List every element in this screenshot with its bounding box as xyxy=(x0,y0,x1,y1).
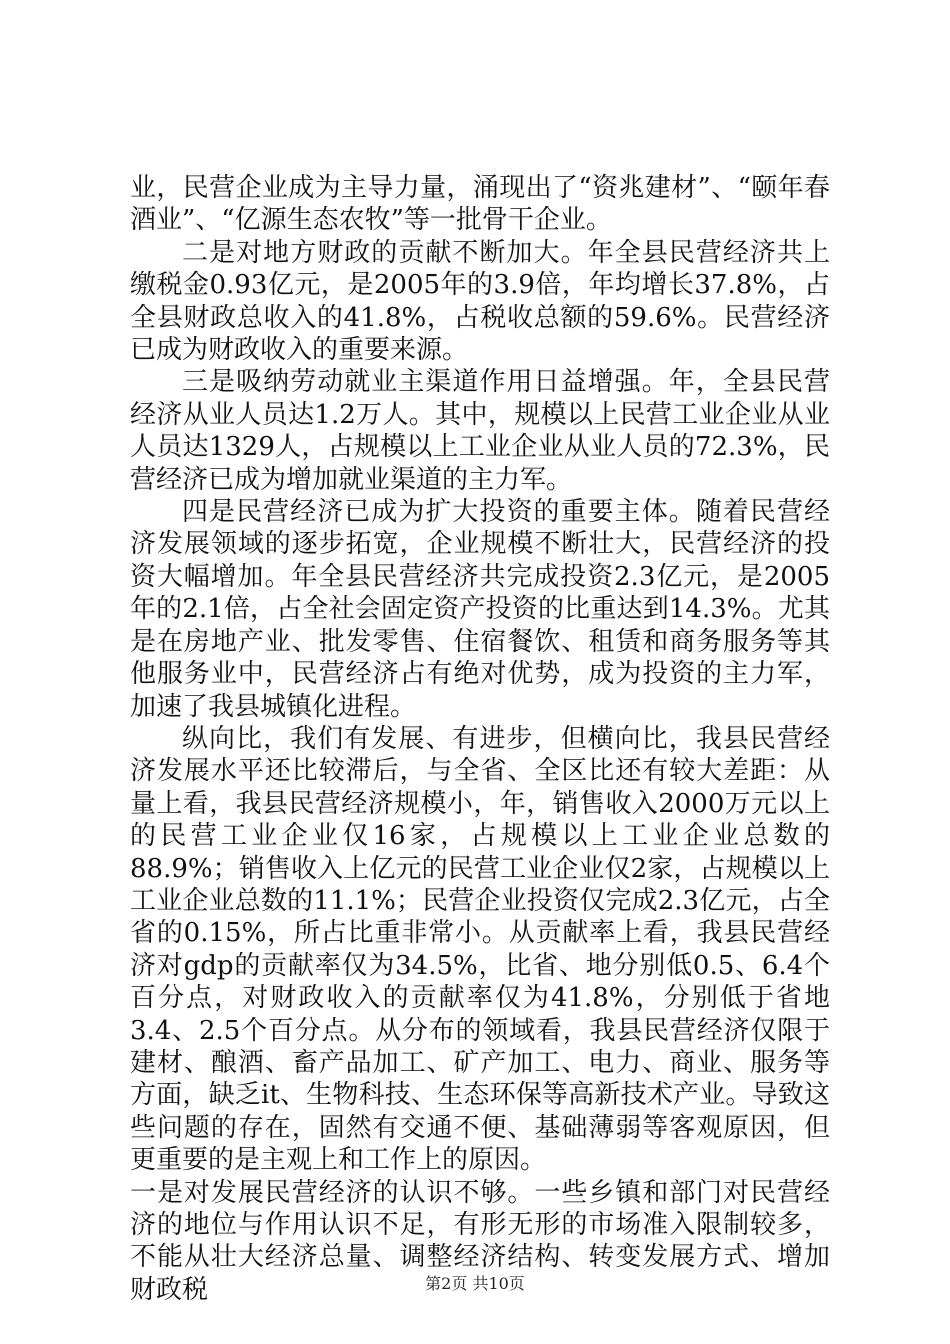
paragraph-2: 二是对地方财政的贡献不断加大。年全县民营经济共上缴税金0.93亿元，是2005年的3.9倍，年均增长37.8%，占全县财政总收入的41.8%，占税收总额的59.6%。民营经济已成为财政收入的重要来源。 xyxy=(130,237,830,366)
paragraph-5: 纵向比，我们有发展、有进步，但横向比，我县民营经济发展水平还比较滞后，与全省、全区比还有较大差距：从量上看，我县民营经济规模小，年，销售收入2000万元以上的民营工业企业仅16家，占规模以上工业企业总数的88.9%；销售收入上亿元的民营工业企业仅2家，占规模以上工业企业总数的11.1%；民营企业投资仅完成2.3亿元，占全省的0.15%，所占比重非常小。从贡献率上看，我县民营经济对gdp的贡献率仅为34.5%，比省、地分别低0.5、6.4个百分点，对财政收入的贡献率仅为41.8%，分别低于省地3.4、2.5个百分点。从分布的领域看，我县民营经济仅限于建材、酿酒、畜产品加工、矿产加工、电力、商业、服务等方面，缺乏it、生物科技、生态环保等高新技术产业。导致这些问题的存在，固然有交通不便、基础薄弱等客观原因，但更重要的是主观上和工作上的原因。 xyxy=(130,723,830,1176)
paragraph-1: 业，民营企业成为主导力量，涌现出了“资兆建材”、“颐年春酒业”、“亿源生态农牧”等一批骨干企业。 xyxy=(130,173,830,236)
paragraph-4: 四是民营经济已成为扩大投资的重要主体。随着民营经济发展领域的逐步拓宽，企业规模不断壮大，民营经济的投资大幅增加。年全县民营经济共完成投资2.3亿元，是2005年的2.1倍，占全社会固定资产投资的比重达到14.3%。尤其是在房地产业、批发零售、住宿餐饮、租赁和商务服务等其他服务业中，民营经济占有绝对优势，成为投资的主力军，加速了我县城镇化进程。 xyxy=(130,497,830,722)
document-body xyxy=(130,172,830,1306)
page-number-footer: 第2页 共10页 xyxy=(425,1274,525,1293)
paragraph-6: 一是对发展民营经济的认识不够。一些乡镇和部门对民营经济的地位与作用认识不足，有形无形的市场准入限制较多，不能从壮大经济总量、调整经济结构、转变发展方式、增加财政税 xyxy=(130,1177,830,1305)
paragraph-3: 三是吸纳劳动就业主渠道作用日益增强。年，全县民营经济从业人员达1.2万人。其中，规模以上民营工业企业从业人员达1329人，占规模以上工业企业从业人员的72.3%，民营经济已成为增加就业渠道的主力军。 xyxy=(130,367,830,495)
